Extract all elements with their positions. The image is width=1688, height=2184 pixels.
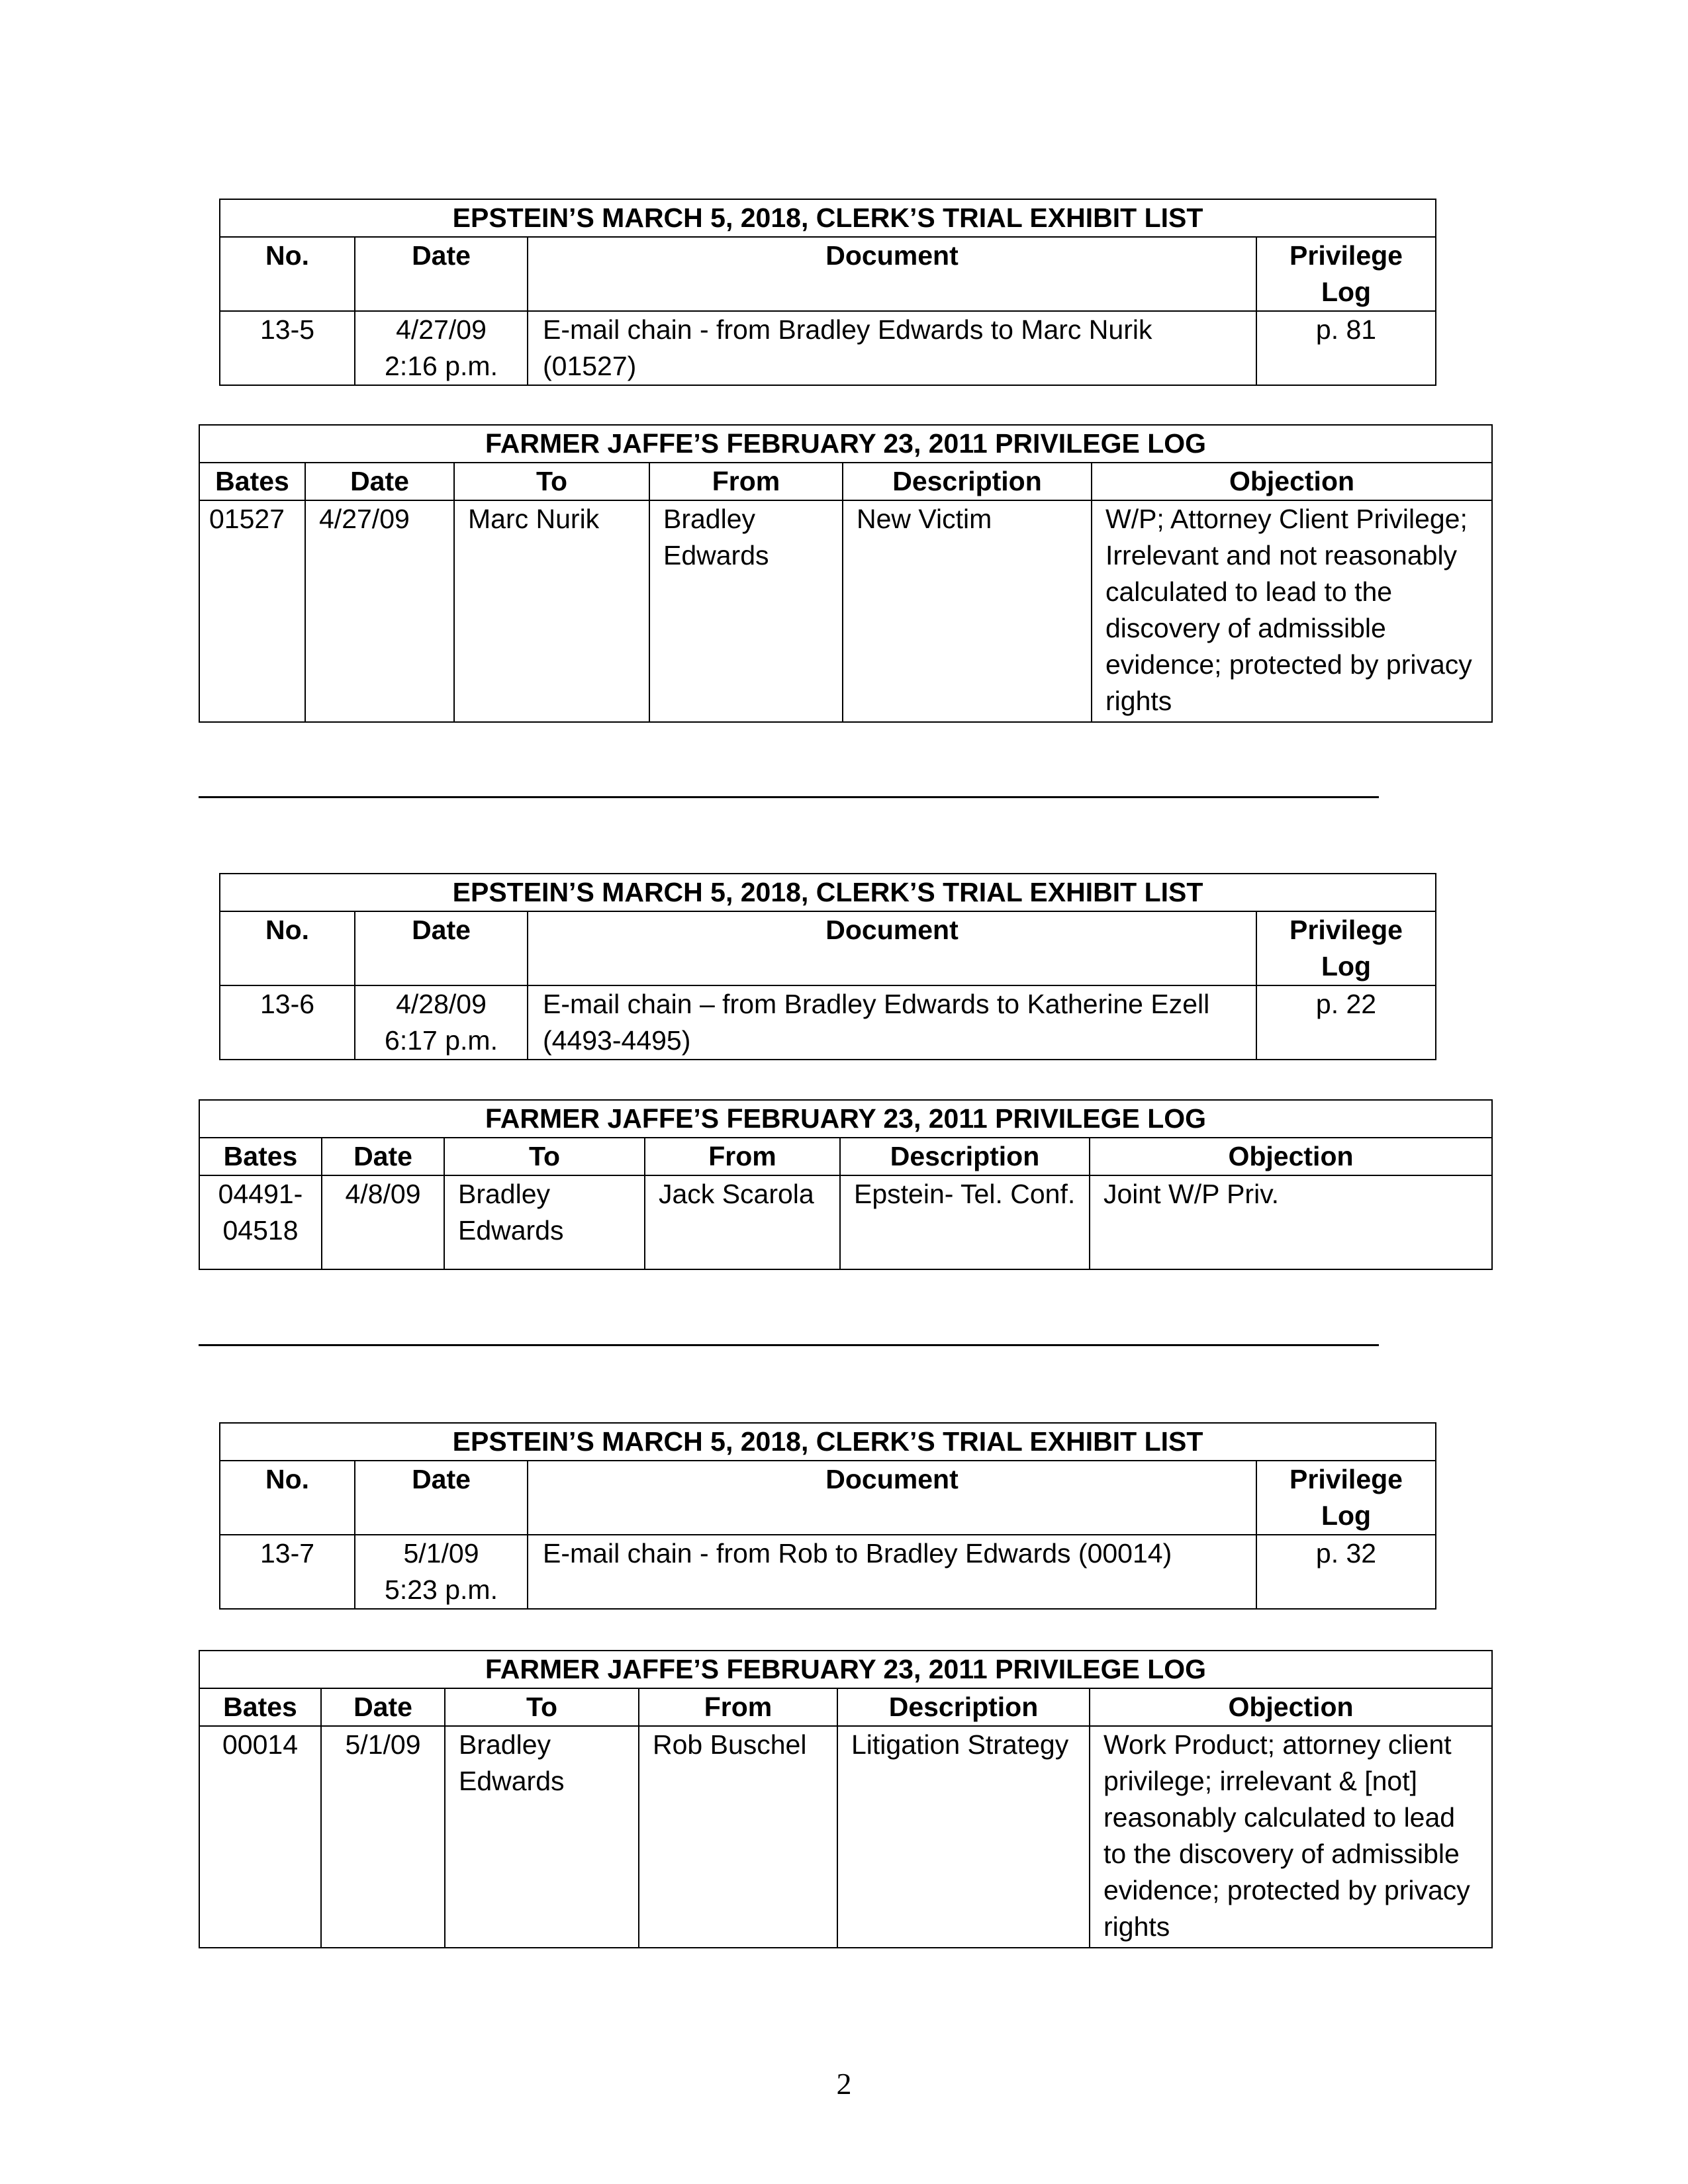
cell-from: Jack Scarola xyxy=(645,1175,840,1269)
cell-date-day: 4/28/09 xyxy=(396,989,487,1019)
col-header-description: Description xyxy=(840,1138,1090,1175)
col-header-from: From xyxy=(639,1688,837,1726)
col-header-to: To xyxy=(454,463,649,500)
table-row xyxy=(199,500,1492,722)
cell-objection: Work Product; attorney client privilege; irrelevant & [not] reasonably calculated to lead to the discovery of admissible evidence; protected by privacy rights xyxy=(1090,1726,1492,1948)
table-row xyxy=(220,1535,1436,1609)
exhibit-list-table-13-6 xyxy=(219,873,1436,1060)
col-header-objection: Objection xyxy=(1090,1138,1492,1175)
col-header-bates: Bates xyxy=(199,463,305,500)
privilege-log-table-04491-04518 xyxy=(199,1099,1493,1270)
col-header-date: Date xyxy=(355,237,528,311)
col-header-date: Date xyxy=(305,463,454,500)
col-header-document: Document xyxy=(528,237,1256,311)
cell-privilege-log: p. 81 xyxy=(1256,311,1436,385)
col-header-date: Date xyxy=(322,1138,444,1175)
cell-bates: 01527 xyxy=(199,500,305,722)
cell-date-time: 5:23 p.m. xyxy=(385,1574,498,1605)
col-header-description: Description xyxy=(843,463,1092,500)
col-header-description: Description xyxy=(837,1688,1090,1726)
cell-document: E-mail chain - from Bradley Edwards to Marc Nurik (01527) xyxy=(528,311,1256,385)
table-row xyxy=(199,1175,1492,1269)
privilege-log-table-00014 xyxy=(199,1650,1493,1948)
cell-no: 13-7 xyxy=(220,1535,355,1609)
col-header-bates: Bates xyxy=(199,1688,321,1726)
cell-date: 5/1/09 xyxy=(321,1726,445,1948)
cell-bates: 04491-04518 xyxy=(199,1175,322,1269)
cell-document: E-mail chain - from Rob to Bradley Edwards (00014) xyxy=(528,1535,1256,1609)
cell-no: 13-5 xyxy=(220,311,355,385)
cell-date-day: 4/27/09 xyxy=(396,314,487,345)
separator-line xyxy=(199,796,1379,798)
col-header-objection: Objection xyxy=(1090,1688,1492,1726)
table-row xyxy=(220,985,1436,1060)
cell-date: 4/27/09 xyxy=(305,500,454,722)
table-row xyxy=(199,1726,1492,1948)
col-header-privilege-log: Privilege Log xyxy=(1256,911,1436,985)
separator-line xyxy=(199,1344,1379,1346)
cell-objection: Joint W/P Priv. xyxy=(1090,1175,1492,1269)
cell-description: Litigation Strategy xyxy=(837,1726,1090,1948)
exhibit-list-table-13-5 xyxy=(219,199,1436,386)
page-number: 2 xyxy=(836,2067,852,2101)
exhibit-list-title: EPSTEIN’S MARCH 5, 2018, CLERK’S TRIAL EXHIBIT LIST xyxy=(220,199,1436,237)
cell-from: Rob Buschel xyxy=(639,1726,837,1948)
privilege-log-title: FARMER JAFFE’S FEBRUARY 23, 2011 PRIVILEGE LOG xyxy=(199,1651,1492,1688)
cell-objection: W/P; Attorney Client Privilege; Irrelevant and not reasonably calculated to lead to the discovery of admissible evidence; protected by privacy rights xyxy=(1092,500,1492,722)
col-header-date: Date xyxy=(321,1688,445,1726)
exhibit-list-table-13-7 xyxy=(219,1422,1436,1610)
cell-date-time: 6:17 p.m. xyxy=(385,1025,498,1056)
cell-privilege-log: p. 32 xyxy=(1256,1535,1436,1609)
exhibit-list-title: EPSTEIN’S MARCH 5, 2018, CLERK’S TRIAL EXHIBIT LIST xyxy=(220,1423,1436,1461)
privilege-log-title: FARMER JAFFE’S FEBRUARY 23, 2011 PRIVILEGE LOG xyxy=(199,1100,1492,1138)
col-header-to: To xyxy=(444,1138,645,1175)
col-header-from: From xyxy=(649,463,843,500)
col-header-date: Date xyxy=(355,1461,528,1535)
cell-to: Marc Nurik xyxy=(454,500,649,722)
col-header-no: No. xyxy=(220,911,355,985)
cell-from: Bradley Edwards xyxy=(649,500,843,722)
cell-bates: 00014 xyxy=(199,1726,321,1948)
cell-date xyxy=(355,985,528,1060)
cell-date xyxy=(355,311,528,385)
privilege-log-title: FARMER JAFFE’S FEBRUARY 23, 2011 PRIVILEGE LOG xyxy=(199,425,1492,463)
exhibit-list-title: EPSTEIN’S MARCH 5, 2018, CLERK’S TRIAL EXHIBIT LIST xyxy=(220,874,1436,911)
col-header-privilege-log: Privilege Log xyxy=(1256,1461,1436,1535)
cell-description: New Victim xyxy=(843,500,1092,722)
cell-privilege-log: p. 22 xyxy=(1256,985,1436,1060)
cell-to: Bradley Edwards xyxy=(444,1175,645,1269)
cell-date: 4/8/09 xyxy=(322,1175,444,1269)
cell-date-time: 2:16 p.m. xyxy=(385,351,498,381)
col-header-from: From xyxy=(645,1138,840,1175)
col-header-to: To xyxy=(445,1688,639,1726)
col-header-privilege-log: Privilege Log xyxy=(1256,237,1436,311)
cell-date xyxy=(355,1535,528,1609)
cell-document: E-mail chain – from Bradley Edwards to Katherine Ezell (4493-4495) xyxy=(528,985,1256,1060)
cell-date-day: 5/1/09 xyxy=(403,1538,479,1569)
col-header-document: Document xyxy=(528,1461,1256,1535)
table-row xyxy=(220,311,1436,385)
cell-no: 13-6 xyxy=(220,985,355,1060)
col-header-no: No. xyxy=(220,237,355,311)
col-header-bates: Bates xyxy=(199,1138,322,1175)
privilege-log-table-01527 xyxy=(199,424,1493,723)
col-header-date: Date xyxy=(355,911,528,985)
cell-description: Epstein- Tel. Conf. xyxy=(840,1175,1090,1269)
col-header-no: No. xyxy=(220,1461,355,1535)
col-header-document: Document xyxy=(528,911,1256,985)
cell-to: Bradley Edwards xyxy=(445,1726,639,1948)
col-header-objection: Objection xyxy=(1092,463,1492,500)
